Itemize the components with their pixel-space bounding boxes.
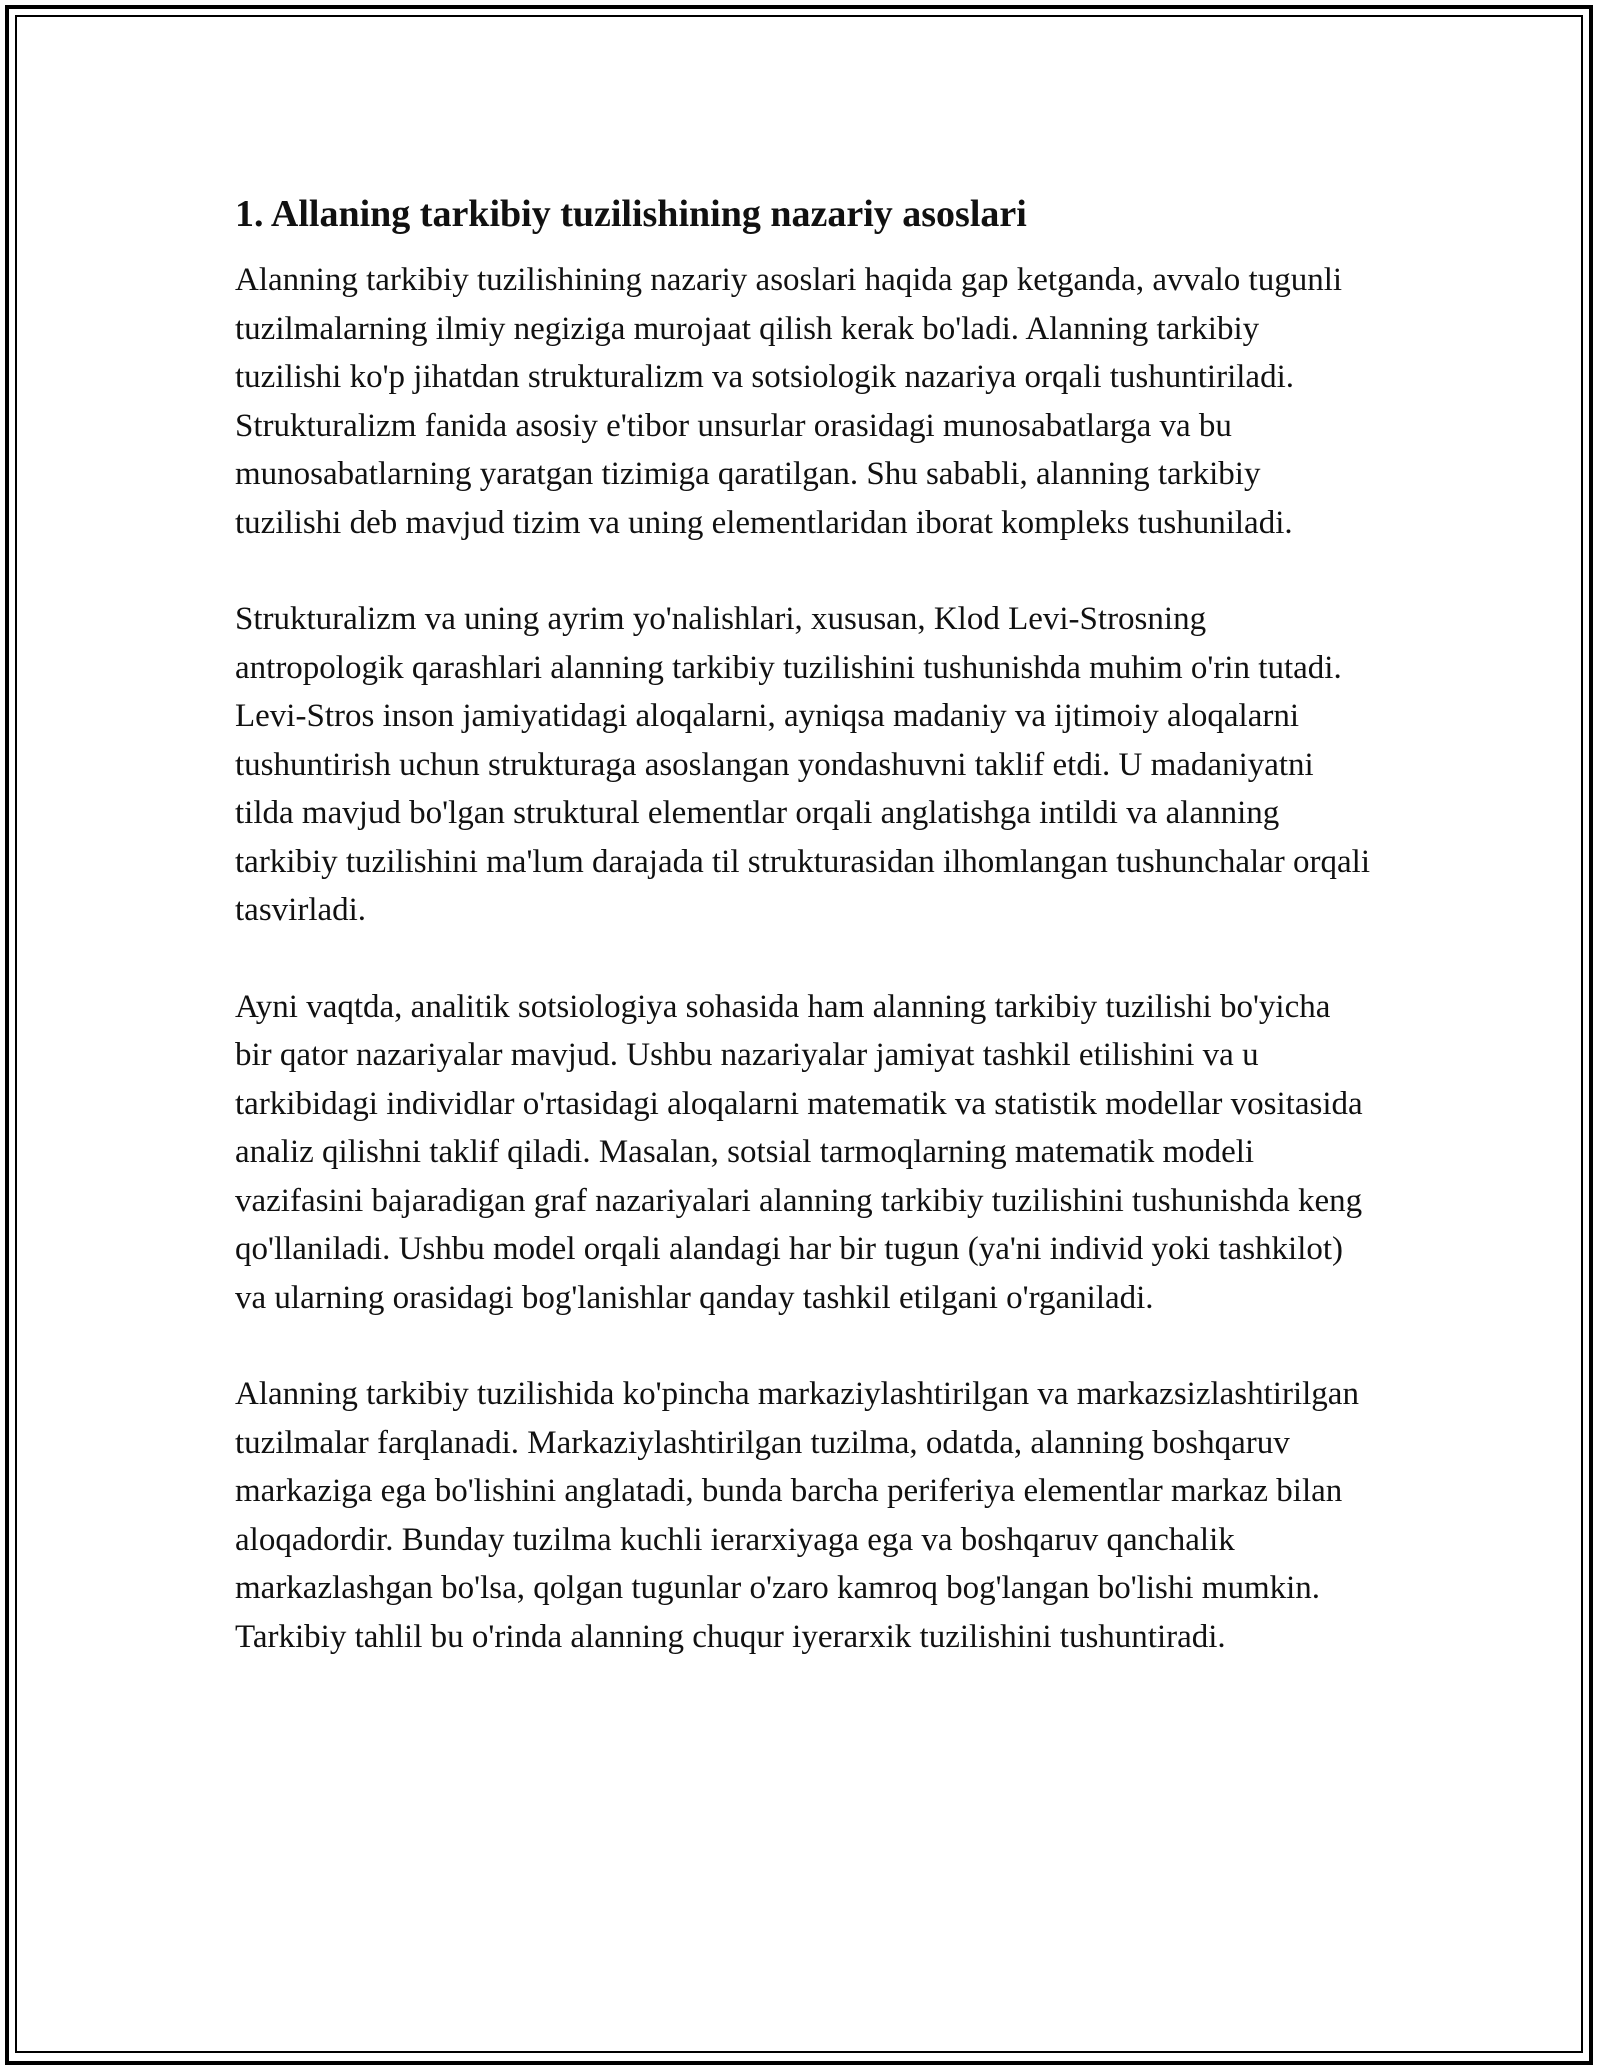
paragraph-3: Ayni vaqtda, analitik sotsiologiya sohasida ham alanning tarkibiy tuzilishi bo'yicha bir qator nazariyalar mavjud. Ushbu nazariyalar jamiyat tashkil etilishini va u tarkibidagi individlar o'rtasidagi aloqalarni matematik va statistik modellar vositasida analiz qilishni taklif qiladi. Masalan, sotsial tarmoqlarning matematik modeli vazifasini bajaradigan graf nazariyalari alanning tarkibiy tuzilishini tushunishda keng qo'llaniladi. Ushbu model orqali alandagi har bir tugun (ya'ni individ yoki tashkilot) va ularning orasidagi bog'lanishlar qanday tashkil etilgani o'rganiladi.: [235, 988, 1363, 1316]
paragraph-1: Alanning tarkibiy tuzilishining nazariy asoslari haqida gap ketganda, avvalo tugunli tuzilmalarning ilmiy negiziga murojaat qilish kerak bo'ladi. Alanning tarkibiy tuzilishi ko'p jihatdan strukturalizm va sotsiologik nazariya orqali tushuntiriladi. Strukturalizm fanida asosiy e'tibor unsurlar orasidagi munosabatlarga va bu munosabatlarning yaratgan tizimiga qaratilgan. Shu sababli, alanning tarkibiy tuzilishi deb mavjud tizim va uning elementlaridan iborat kompleks tushuniladi.: [235, 262, 1343, 541]
paragraph-2: Strukturalizm va uning ayrim yo'nalishlari, xususan, Klod Levi-Strosning antropologik qarashlari alanning tarkibiy tuzilishini tushunishda muhim o'rin tutadi. Levi-Stros inson jamiyatidagi aloqalarni, ayniqsa madaniy va ijtimoiy aloqalarni tushuntirish uchun strukturaga asoslangan yondashuvni taklif etdi. U madaniyatni tilda mavjud bo'lgan struktural elementlar orqali anglatishga intildi va alanning tarkibiy tuzilishini ma'lum darajada til strukturasidan ilhomlangan tushunchalar orqali tasvirladi.: [235, 601, 1371, 928]
section-heading: 1. Allaning tarkibiy tuzilishining nazariy asoslari: [235, 193, 1027, 235]
paragraph-4: Alanning tarkibiy tuzilishida ko'pincha markaziylashtirilgan va markazsizlashtirilgan tuzilmalar farqlanadi. Markaziylashtirilgan tuzilma, odatda, alanning boshqaruv markaziga ega bo'lishini anglatadi, bunda barcha periferiya elementlar markaz bilan aloqadordir. Bunday tuzilma kuchli ierarxiyaga ega va boshqaruv qanchalik markazlashgan bo'lsa, qolgan tugunlar o'zaro kamroq bog'langan bo'lishi mumkin. Tarkibiy tahlil bu o'rinda alanning chuqur iyerarxik tuzilishini tushuntiradi.: [235, 1376, 1359, 1655]
document-body: [235, 190, 1370, 1709]
